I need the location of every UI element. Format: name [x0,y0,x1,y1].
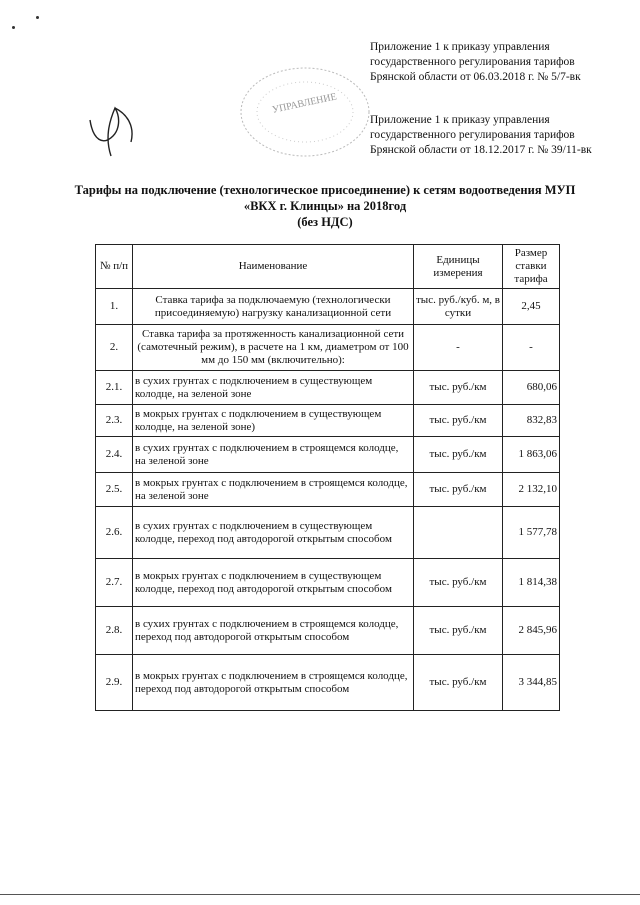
title-line: (без НДС) [297,215,353,229]
row-rate: 680,06 [503,371,560,405]
row-number: 2.8. [96,607,133,655]
document-title [60,182,590,230]
header-unit: Единицы измерения [414,245,503,289]
row-rate: 1 814,38 [503,559,560,607]
row-rate: 1 863,06 [503,437,560,473]
table-row [96,607,560,655]
title-line: Тарифы на подключение (технологическое присоединение) к сетям водоотведения МУП [74,183,576,197]
row-rate: 3 344,85 [503,655,560,711]
appendix-line: Брянской области от 18.12.2017 г. № 39/11-вк [370,144,592,156]
table-row [96,559,560,607]
row-unit: тыс. руб./км [414,473,503,507]
row-number: 2. [96,325,133,371]
title-line: «ВКХ г. Клинцы» на 2018год [243,199,407,213]
appendix-note-previous [370,113,630,158]
table-row [96,325,560,371]
row-number: 2.4. [96,437,133,473]
row-number: 2.6. [96,507,133,559]
appendix-line: Брянской области от 06.03.2018 г. № 5/7-вк [370,71,581,83]
table-row [96,473,560,507]
header-name: Наименование [133,245,414,289]
row-unit: тыс. руб./км [414,405,503,437]
row-name: в мокрых грунтах с подключением в существующем колодце, на зеленой зоне) [133,405,414,437]
row-rate: 2 845,96 [503,607,560,655]
row-rate: 2,45 [503,289,560,325]
row-number: 1. [96,289,133,325]
appendix-line: государственного регулирования тарифов [370,56,575,68]
row-unit: тыс. руб./км [414,371,503,405]
row-name: Ставка тарифа за подключаемую (технологически присоединяемую) нагрузку канализационной сети [133,289,414,325]
appendix-line: Приложение 1 к приказу управления [370,41,550,53]
row-number: 2.9. [96,655,133,711]
scan-mark-dot [12,26,15,29]
row-name: в сухих грунтах с подключением в существующем колодце, переход под автодорогой открытым способом [133,507,414,559]
row-rate: 832,83 [503,405,560,437]
row-unit: - [414,325,503,371]
row-unit: тыс. руб./км [414,607,503,655]
row-unit: тыс. руб./км [414,559,503,607]
appendix-line: Приложение 1 к приказу управления [370,114,550,126]
appendix-line: государственного регулирования тарифов [370,129,575,141]
table-row [96,371,560,405]
row-name: в мокрых грунтах с подключением в существующем колодце, переход под автодорогой открытым способом [133,559,414,607]
header-rate: Размер ставки тарифа [503,245,560,289]
table-row [96,507,560,559]
tariff-table [95,244,560,711]
row-number: 2.3. [96,405,133,437]
table-header-row [96,245,560,289]
row-number: 2.5. [96,473,133,507]
row-unit: тыс. руб./км [414,655,503,711]
row-number: 2.7. [96,559,133,607]
table-row [96,289,560,325]
row-name: в мокрых грунтах с подключением в строящемся колодце, переход под автодорогой открытым способом [133,655,414,711]
row-unit: тыс. руб./куб. м, в сутки [414,289,503,325]
row-name: в сухих грунтах с подключением в существующем колодце, на зеленой зоне [133,371,414,405]
row-unit: тыс. руб./км [414,437,503,473]
handwritten-signature [85,100,145,160]
official-stamp [235,62,375,162]
row-rate: 1 577,78 [503,507,560,559]
scan-bottom-edge [0,894,640,895]
row-name: Ставка тарифа за протяженность канализационной сети (самотечный режим), в расчете на 1 км, диаметром от 100 мм до 150 мм (включительно): [133,325,414,371]
table-row [96,437,560,473]
scan-mark-dot [36,16,39,19]
row-rate: - [503,325,560,371]
row-name: в мокрых грунтах с подключением в строящемся колодце, на зеленой зоне [133,473,414,507]
header-number: № п/п [96,245,133,289]
appendix-note-current [370,40,630,85]
row-rate: 2 132,10 [503,473,560,507]
row-name: в сухих грунтах с подключением в строящемся колодце, на зеленой зоне [133,437,414,473]
svg-text:УПРАВЛЕНИЕ: УПРАВЛЕНИЕ [271,91,338,116]
row-number: 2.1. [96,371,133,405]
table-row [96,655,560,711]
row-unit [414,507,503,559]
table-row [96,405,560,437]
row-name: в сухих грунтах с подключением в строящемся колодце, переход под автодорогой открытым способом [133,607,414,655]
